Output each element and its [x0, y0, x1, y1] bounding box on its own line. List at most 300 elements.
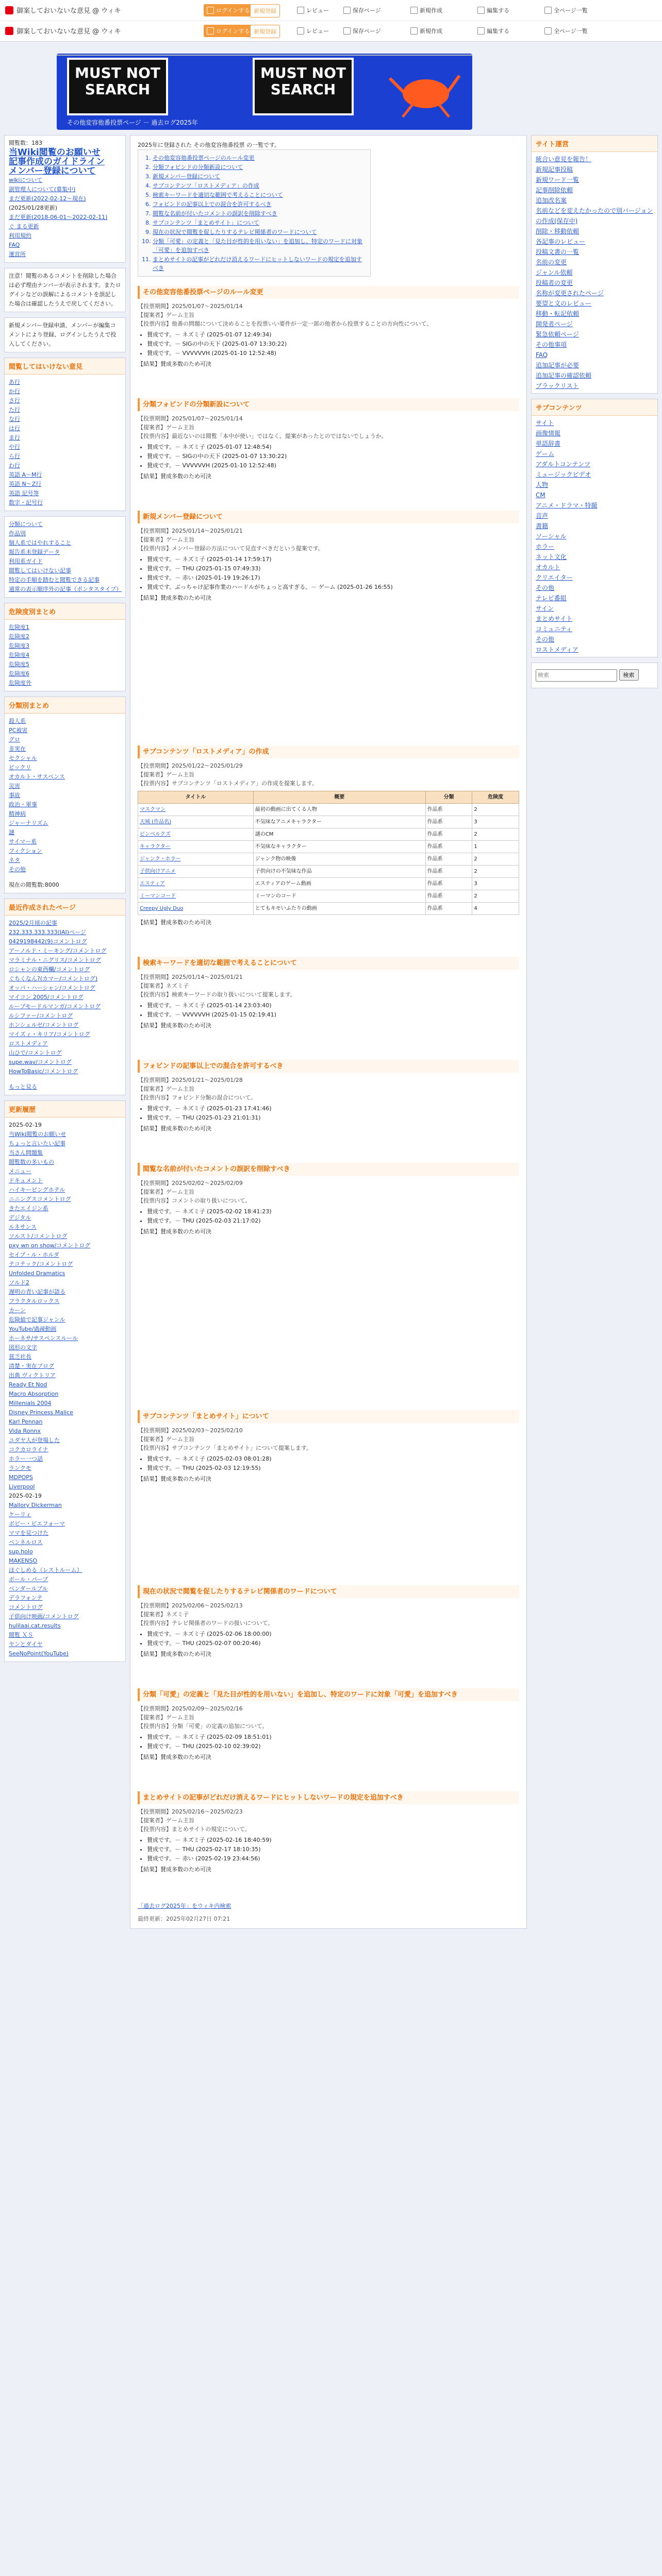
site-ops-item[interactable]: ブラックリスト	[536, 382, 579, 389]
review-button[interactable]: レビュー	[294, 4, 332, 16]
recent-item[interactable]: 232.333.333.333(IAI)ページ	[9, 929, 86, 936]
genre-item[interactable]: 災害	[9, 783, 20, 789]
section-spacer	[138, 927, 519, 947]
subcontent-item[interactable]: 人物	[536, 481, 549, 488]
toc-item[interactable]: 1. その他変容他番投票ページのルール変更	[153, 154, 365, 162]
recent-item[interactable]: マラミナル・ニグリス/コメントログ	[9, 957, 101, 963]
updated-item[interactable]: ドキュメント	[9, 1177, 43, 1184]
updated-item[interactable]: Macro Absorption	[9, 1391, 59, 1397]
updated-item[interactable]: ヤンとダイヤ	[9, 1641, 43, 1648]
updated-item[interactable]: ハイキーピングホテル	[9, 1187, 65, 1193]
recent-item[interactable]: アーノルド・ミーキング/コメントログ	[9, 947, 107, 954]
site-ops-item[interactable]: 記事削除依頼	[536, 187, 573, 194]
section-meta: 【投票内容】分類「可愛」の定義の追加について。	[138, 1723, 268, 1730]
updated-item[interactable]: 危険値で記事ジャンル	[9, 1316, 65, 1323]
updated-item[interactable]: フラクタルロックス	[9, 1298, 60, 1304]
index-nav-item[interactable]: た行	[9, 406, 20, 413]
vote-item: • 賛成です。－ ネズミ子 (2025-02-03 08:01:28)	[147, 1454, 519, 1463]
genre-item[interactable]: 精神病	[9, 810, 26, 817]
section-meta: 【投票期間】2025/01/07〜2025/01/14	[138, 415, 243, 422]
site-title[interactable]: 御案しておいないな意見 @ ウィキ	[5, 5, 121, 15]
index-nav-item[interactable]: は行	[9, 425, 20, 432]
updated-item[interactable]: 清楚・実在ブログ	[9, 1363, 54, 1369]
subcontent-item[interactable]: オカルト	[536, 564, 560, 571]
site-ops-item[interactable]: ジャンル依頼	[536, 269, 573, 276]
updated-item[interactable]: ソルスト/コメントログ	[9, 1233, 68, 1240]
site-ops-item[interactable]: 投稿者の変更	[536, 279, 573, 286]
section-result: 【結果】賛成多数のため可決	[138, 361, 211, 367]
subcontent-item[interactable]: その他	[536, 584, 555, 591]
subcontent-item[interactable]: サイン	[536, 605, 554, 612]
updated-item[interactable]: 閲覧 ＸＳ	[9, 1632, 34, 1638]
site-ops-item[interactable]: 統合い意見を報告！	[536, 156, 592, 163]
index-nav-item[interactable]: 英語 N〜Z行	[9, 481, 42, 487]
table-cell: 作品系	[425, 816, 472, 828]
subcontent-item[interactable]: サイト	[536, 419, 554, 427]
updated-item[interactable]: ルネサンス	[9, 1224, 37, 1230]
link-member-register[interactable]: メンバー登録について	[9, 166, 96, 176]
updated-item[interactable]: pxy wn on show/コメントログ	[9, 1242, 91, 1249]
danger-list	[5, 620, 125, 691]
left-sidebar	[4, 135, 126, 1667]
table-header: 概要	[253, 791, 425, 804]
toc-item[interactable]: 6. フォビンドの記事以上での混合を許可するべき	[153, 200, 365, 209]
genre-item[interactable]: その他	[9, 866, 26, 873]
category-item[interactable]: 特定の手順を踏むと閲覧できる記事	[9, 577, 100, 583]
toc-item[interactable]: 10. 分類「可愛」の定義と「見た目が性的を用いない」を追加し、特定のワードに対象「可愛」を追加すべき	[153, 237, 365, 255]
updated-item[interactable]: 遅明の青い記事が語る	[9, 1289, 65, 1295]
subcontent-item[interactable]: ソーシャル	[536, 533, 567, 540]
updated-item[interactable]: Vida Ronnx	[9, 1428, 41, 1434]
updated-date-2: 2025-02-19	[9, 1493, 42, 1499]
list-icon	[544, 27, 552, 35]
updated-item[interactable]: ランクモ	[9, 1465, 31, 1471]
genre-item[interactable]: ネタ	[9, 857, 20, 863]
link-sub-admin[interactable]: 副管理人について(募集中)	[9, 186, 76, 193]
section-meta: 【投票期間】2025/02/03〜2025/02/10	[138, 1427, 243, 1434]
table-cell: ミーマンのコード	[253, 890, 425, 903]
table-row	[138, 841, 519, 853]
link-old-update[interactable]: まだ更新(2018-06-01〜2022-02-11)	[9, 214, 108, 221]
recent-item[interactable]: ロストメディア	[9, 1040, 48, 1047]
site-ops-item[interactable]: 追加記事が必要	[536, 362, 580, 369]
toc-item[interactable]: 8. サブコンテンツ「まとめサイト」について	[153, 218, 365, 227]
section-spacer	[138, 1236, 519, 1401]
left-main-links	[4, 135, 126, 263]
updated-item[interactable]: MDPOPS	[9, 1474, 33, 1481]
updated-item[interactable]: セイブ・ル・ホルダ	[9, 1251, 59, 1258]
updated-item[interactable]: ニニングスコメントログ	[9, 1196, 71, 1202]
recent-item[interactable]: 0429198442(9)コメントログ	[9, 938, 87, 945]
updated-item[interactable]: ホーネサ/サスペンスルール	[9, 1335, 78, 1342]
section-result: 【結果】賛成多数のため可決	[138, 1125, 211, 1132]
table-cell[interactable]: エスティア	[138, 878, 254, 890]
site-ops-item[interactable]: FAQ	[536, 351, 548, 359]
updated-item[interactable]: 貧乏社長	[9, 1353, 31, 1360]
table-row	[138, 853, 519, 866]
index-nav-item[interactable]: な行	[9, 416, 20, 422]
saved-page-button-2[interactable]: 保存ページ	[340, 25, 384, 37]
subcontent-item[interactable]: CM	[536, 492, 545, 499]
recent-item[interactable]: ループモードルマンガ/コメントログ	[9, 1003, 101, 1010]
updated-item[interactable]: ボール・パーブ	[9, 1576, 48, 1583]
updated-item[interactable]: 図形の文字	[9, 1344, 37, 1351]
site-ops-item[interactable]: 名前の変更	[536, 259, 567, 266]
category-item[interactable]: 個人系ではやれすること	[9, 539, 71, 546]
updated-date: 2025-02-19	[9, 1122, 42, 1128]
category-item[interactable]: 閲覧してはいけない記事	[9, 567, 71, 574]
table-cell: 2	[472, 866, 519, 878]
updated-item[interactable]: MAKENSO	[9, 1557, 38, 1564]
site-ops-item[interactable]: 名称が変更されたページ	[536, 290, 604, 297]
section-heading: 現在の状況で閲覧を促したりするテレビ関係者のワードについて	[138, 1585, 519, 1598]
table-cell[interactable]: 子供向けアニメ	[138, 866, 254, 878]
table-cell: とてもキモいふたりの動画	[253, 903, 425, 915]
table-row	[138, 866, 519, 878]
index-nav-item[interactable]: さ行	[9, 397, 20, 404]
index-nav-item[interactable]: わ行	[9, 462, 20, 469]
site-ops-item[interactable]: 削除・移動依頼	[536, 228, 580, 235]
search-in-wiki-link[interactable]: 「過去ログ2025年」をウィキ内検索	[138, 1903, 231, 1909]
link-guidelines[interactable]: 当Wiki閲覧のお願いせ	[9, 147, 101, 158]
edit-button[interactable]: 編集する	[474, 4, 512, 16]
link-maru-update[interactable]: ぐ まる更新	[9, 223, 39, 230]
index-nav-item[interactable]: ら行	[9, 453, 20, 460]
index-nav-item[interactable]: 英語 A〜M行	[9, 471, 42, 478]
category-item[interactable]: 報告系未登録データ	[9, 549, 60, 555]
section-spacer	[138, 1761, 519, 1782]
section-heading: 検索キーワードを適切な範囲で考えることについて	[138, 957, 519, 970]
table-cell[interactable]: マスクマン	[138, 804, 254, 816]
site-banner[interactable]	[57, 54, 472, 130]
subcontent-item[interactable]: 画像情報	[536, 430, 561, 437]
updated-item[interactable]: hulilaai.cat.results	[9, 1622, 61, 1629]
danger-item[interactable]: 危険度2	[9, 633, 29, 640]
updated-item[interactable]: メニュー	[9, 1168, 31, 1175]
vote-item: • 賛成です。－ THU (2025-01-23 21:01:31)	[147, 1113, 519, 1122]
updated-item[interactable]: 当Wiki閲覧のお願いせ	[9, 1131, 67, 1138]
subcontent-item[interactable]: コミュニティ	[536, 625, 572, 633]
danger-item[interactable]: 危険度6	[9, 670, 29, 677]
section-heading: サブコンテンツ「まとめサイト」について	[138, 1410, 519, 1423]
vote-list	[147, 1104, 519, 1122]
atwiki-logo-icon	[5, 6, 13, 14]
genre-item[interactable]: フィクション	[9, 848, 42, 854]
updated-item[interactable]: 閲覧数の多いもの	[9, 1159, 54, 1165]
updated-item[interactable]: ユダヤ人が登場した	[9, 1437, 60, 1444]
main-content	[130, 135, 527, 1929]
link-article-guide[interactable]: 記事作成のガイドライン	[9, 157, 105, 167]
subcontent-item[interactable]: クリエイター	[536, 574, 573, 581]
right-search	[531, 663, 658, 688]
genre-item[interactable]: PC被害	[9, 727, 28, 734]
top-bar	[0, 0, 662, 42]
recent-item[interactable]: マイコン 2005/コメントログ	[9, 994, 84, 1001]
crab-icon	[385, 63, 462, 120]
article-body	[130, 135, 527, 1929]
updated-item[interactable]: Mallory Dickerman	[9, 1502, 62, 1509]
subcontent-item[interactable]: 音声	[536, 512, 549, 519]
genre-item[interactable]: 謎	[9, 829, 14, 836]
site-ops-item[interactable]: 新規ワード一覧	[536, 176, 580, 183]
toc-item[interactable]: 3. 新規メンバー登録について	[153, 172, 365, 181]
all-pages-button[interactable]: 全ページ一覧	[541, 4, 591, 16]
index-nav-item[interactable]: 数字・記号行	[9, 499, 43, 506]
recent-item[interactable]: 2025/2月頃の記事	[9, 920, 57, 926]
danger-item[interactable]: 危険度1	[9, 624, 29, 631]
danger-item[interactable]: 危険度外	[9, 680, 31, 686]
updated-item[interactable]: Ready Et Nod	[9, 1381, 47, 1388]
category-item[interactable]: 利用系ガイド	[9, 558, 43, 565]
vote-item: • 賛成です。－ ネズミ子 (2025-01-07 12:48:54)	[147, 443, 519, 451]
section-meta: 【提案者】ゲーム主旨	[138, 771, 194, 778]
recent-item[interactable]: ルシファー/コメントログ	[9, 1012, 73, 1019]
updated-item[interactable]: ほぐしめる（レストルーム）	[9, 1567, 82, 1573]
review-icon	[297, 27, 304, 35]
subcontent-item[interactable]: 単語辞書	[536, 440, 561, 447]
search-button[interactable]: 検索	[619, 669, 639, 681]
updated-item[interactable]: SeeNoPoint(YouTube)	[9, 1650, 69, 1657]
review-button-2[interactable]: レビュー	[294, 25, 332, 37]
updated-item[interactable]: 出典 ヴィクトリア	[9, 1372, 56, 1379]
updated-item[interactable]: ソルド2	[9, 1279, 29, 1286]
table-cell: 2	[472, 804, 519, 816]
updated-item[interactable]: コクカロライナ	[9, 1446, 48, 1453]
vote-item: • 賛成です。－ ネズミ子 (2025-01-14 23:03:40)	[147, 1001, 519, 1010]
section-heading: 閲覧な名前が付いたコメントの誤訳を削除すべき	[138, 1163, 519, 1176]
vote-item: • 賛成です。－ ネズミ子 (2025-02-02 18:41:23)	[147, 1207, 519, 1216]
updated-item[interactable]: ボビー・ピエフォーマ	[9, 1520, 65, 1527]
recent-item[interactable]: ロシャンの東西欄/コメントログ	[9, 966, 90, 973]
vote-item: • 賛成です。－ THU (2025-02-10 02:39:02)	[147, 1742, 519, 1751]
updated-item[interactable]: カーン	[9, 1307, 26, 1314]
subcontent-item[interactable]: ゲーム	[536, 450, 555, 457]
section-result: 【結果】賛成多数のため可決	[138, 919, 211, 926]
site-title-2[interactable]: 御案しておいないな意見 @ ウィキ	[5, 26, 121, 36]
table-cell: 3	[472, 878, 519, 890]
vote-list	[147, 1001, 519, 1019]
index-nav-item[interactable]: ま行	[9, 434, 20, 441]
table-cell: 作品系	[425, 841, 472, 853]
left-updated	[4, 1100, 126, 1662]
updated-item[interactable]: ちょっと言いたい記事	[9, 1140, 65, 1147]
genre-item[interactable]: オカルト・サスペンス	[9, 773, 65, 780]
must-not-search-sign-2: MUST NOT SEARCH	[253, 58, 354, 115]
toc-item[interactable]: 11. まとめサイトの記事がどれだけ消えるワードにヒットしないワードの規定を追加すべき	[153, 255, 365, 273]
table-cell[interactable]: Creepy Ugly Duo	[138, 903, 254, 915]
updated-item[interactable]: きたエイジン系	[9, 1205, 48, 1212]
index-nav-item[interactable]: か行	[9, 388, 20, 395]
table-cell[interactable]: ジャンク・ホラー	[138, 853, 254, 866]
table-cell: 作品系	[425, 828, 472, 841]
vote-list	[147, 555, 519, 591]
table-cell: エスティアのゲーム動画	[253, 878, 425, 890]
right-site-ops	[531, 135, 658, 394]
toc-item[interactable]: 9. 現在の状況で閲覧を促したりするテレビ関係者のワードについて	[153, 228, 365, 236]
site-ops-item[interactable]: 緊急依頼ページ	[536, 331, 579, 338]
updated-item[interactable]: デジタル	[9, 1214, 31, 1221]
table-cell: 子供向けの不気味な作品	[253, 866, 425, 878]
index-nav-item[interactable]: や行	[9, 444, 20, 450]
section-meta: 【投票内容】サブコンテンツ「ロストメディア」の作成を提案します。	[138, 780, 318, 787]
register-button-2[interactable]: 新規登録	[250, 25, 280, 38]
section-spacer	[138, 368, 519, 389]
table-header: 危険度	[472, 791, 519, 804]
genre-item[interactable]: 事故	[9, 792, 20, 799]
vote-item: • 賛成です。－ ネズミ子 (2025-02-06 18:00:00)	[147, 1630, 519, 1638]
subcontent-item[interactable]: ホラー	[536, 543, 555, 550]
site-ops-list	[532, 152, 657, 393]
site-ops-item[interactable]: 追加記事の確認依頼	[536, 372, 592, 379]
section-meta: 【投票内容】まとめサイトの規定について。	[138, 1826, 251, 1833]
section-spacer	[138, 1133, 519, 1154]
updated-item[interactable]: Disney Princess Malice	[9, 1409, 73, 1416]
more-link[interactable]: もっと見る	[9, 1083, 37, 1090]
subcontent-item[interactable]: その他	[536, 636, 555, 643]
toc-item[interactable]: 4. サブコンテンツ「ロストメディア」の作成	[153, 181, 365, 190]
right-sidebar	[531, 135, 658, 693]
section-meta: 【投票内容】サブコンテンツ「まとめサイト」について提案します。	[138, 1445, 312, 1451]
link-update[interactable]: まだ更新(2022-02-12〜現在)	[9, 195, 86, 202]
genre-item[interactable]: 非実在	[9, 745, 26, 752]
updated-item[interactable]: 当さん問題集	[9, 1149, 43, 1156]
all-pages-button-2[interactable]: 全ページ一覧	[541, 25, 591, 37]
danger-item[interactable]: 危険度4	[9, 652, 29, 658]
updated-item[interactable]: Karl Pennan	[9, 1418, 43, 1425]
subcontent-item[interactable]: アダルトコンテンツ	[536, 461, 591, 468]
section-meta: 【投票期間】2025/01/14〜2025/01/21	[138, 974, 243, 980]
recent-item[interactable]: HowToBasic/コメントログ	[9, 1068, 78, 1075]
subcontent-item[interactable]: テレビ番組	[536, 595, 567, 602]
index-nav-item[interactable]: あ行	[9, 379, 20, 385]
danger-title: 危険度別まとめ	[5, 603, 125, 620]
section-spacer	[138, 481, 519, 501]
updated-item[interactable]: テコテック/コメントログ	[9, 1261, 73, 1267]
table-header: 分類	[425, 791, 472, 804]
genre-item[interactable]: 殺人系	[9, 718, 26, 724]
table-cell[interactable]: 天城 (作品名)	[138, 816, 254, 828]
updated-list	[9, 1130, 121, 1492]
site-ops-item[interactable]: 各記事のレビュー	[536, 238, 586, 245]
new-page-button-2[interactable]: 新規作成	[407, 25, 445, 37]
site-ops-item[interactable]: その他事項	[536, 341, 567, 348]
link-terms[interactable]: 利用規約	[9, 232, 31, 239]
genre-item[interactable]: 政治・軍事	[9, 801, 37, 808]
updated-item[interactable]: デラフォンテ	[9, 1595, 43, 1601]
plus-icon	[410, 27, 418, 35]
genre-item[interactable]: ジャーナリズム	[9, 820, 48, 826]
updated-item[interactable]: コメントログ	[9, 1604, 43, 1611]
new-page-button[interactable]: 新規作成	[407, 4, 445, 16]
genre-item[interactable]: グロ	[9, 736, 20, 743]
subcontent-item[interactable]: ミュージックビデオ	[536, 471, 591, 478]
table-cell: 不気味なキャラクター	[253, 841, 425, 853]
vote-item: • 賛成です。－ 赤い (2025-02-19 23:44:56)	[147, 1854, 519, 1863]
index-nav-item[interactable]: 英語 記号等	[9, 490, 39, 497]
updated-item[interactable]: Millenials 2004	[9, 1400, 52, 1406]
site-ops-item[interactable]: 移動・転記依頼	[536, 310, 580, 317]
table-cell[interactable]: キャラクター	[138, 841, 254, 853]
atwiki-logo-icon	[5, 27, 13, 35]
category-item[interactable]: 分類について	[9, 521, 43, 528]
danger-item[interactable]: 危険度5	[9, 661, 29, 668]
updated-item[interactable]: 子供向け映画/コメントログ	[9, 1613, 79, 1620]
section-heading: 分類「可愛」の定義と「見た目が性的を用いない」を追加し、特定のワードに対象「可愛」を追加すべき	[138, 1688, 519, 1701]
link-office[interactable]: 運営所	[9, 251, 26, 258]
subcontent-item[interactable]: アニメ・ドラマ・特撮	[536, 502, 598, 509]
recent-item[interactable]: オッパ・ハーシャン/コメントログ	[9, 985, 95, 991]
section-heading: その他変容他番投票ページのルール変更	[138, 286, 519, 299]
toc-item[interactable]: 5. 検索キーワードを適切な範囲で考えることについて	[153, 191, 365, 199]
edit-button-2[interactable]: 編集する	[474, 25, 512, 37]
subcontent-item[interactable]: ロストメディア	[536, 646, 578, 653]
site-ops-item[interactable]: 要望と文のレビュー	[536, 300, 592, 307]
link-about-wiki[interactable]: wikiについて	[9, 177, 43, 183]
saved-page-button[interactable]: 保存ページ	[340, 4, 384, 16]
updated-item[interactable]: ホラー一つ話	[9, 1455, 43, 1462]
site-ops-item[interactable]: 投稿文書の一覧	[536, 248, 580, 256]
register-button[interactable]: 新規登録	[250, 4, 280, 18]
table-cell[interactable]: ミーマンコード	[138, 890, 254, 903]
table-cell: 2	[472, 828, 519, 841]
section-result: 【結果】賛成多数のため可決	[138, 1754, 211, 1760]
subcontent-item[interactable]: 書籍	[536, 522, 549, 530]
updated-item[interactable]: ペンネルロス	[9, 1539, 43, 1546]
plus-icon	[410, 7, 418, 14]
genre-item[interactable]: セクシャル	[9, 755, 37, 761]
updated-item[interactable]: ママを見つけた	[9, 1530, 48, 1536]
search-input[interactable]	[536, 669, 617, 682]
recent-item[interactable]: ぐちくなん?(カマー/コメントログ)	[9, 975, 98, 982]
updated-item[interactable]: sup.holo	[9, 1548, 33, 1555]
updated-item[interactable]: ケーリィ	[9, 1511, 31, 1518]
genre-item[interactable]: ピックリ	[9, 764, 31, 771]
updated-item[interactable]: Unfolded Dramatics	[9, 1270, 65, 1277]
recent-item[interactable]: supe.wav/コメントログ	[9, 1059, 72, 1065]
table-cell: 不気味なアニメキャラクター	[253, 816, 425, 828]
toc-item[interactable]: 7. 閲覧な名前が付いたコメントの誤訳を削除すべき	[153, 209, 365, 218]
updated-item[interactable]: ペンダールブル	[9, 1585, 48, 1592]
updated-item[interactable]: YouTube/過疎動画	[9, 1326, 57, 1332]
section-spacer	[138, 1658, 519, 1679]
site-ops-item[interactable]: 追加改名案	[536, 197, 567, 204]
subcontent-item[interactable]: ネット文化	[536, 553, 567, 561]
site-ops-item[interactable]: 開発者ページ	[536, 320, 573, 328]
login-button[interactable]: ログインする	[204, 4, 253, 16]
recent-item[interactable]: ホンシェルゼ/コメントログ	[9, 1022, 79, 1028]
category-item[interactable]: 作品別	[9, 530, 26, 537]
genre-item[interactable]: サイマー系	[9, 838, 37, 845]
link-faq[interactable]: FAQ	[9, 242, 20, 248]
section-result: 【結果】賛成多数のため可決	[138, 1476, 211, 1482]
site-ops-item[interactable]: 名前などを変えたかったので別バージョンの作成(保存中)	[536, 207, 653, 225]
bookmark-icon	[343, 27, 351, 35]
danger-item[interactable]: 危険度3	[9, 642, 29, 649]
site-ops-item[interactable]: 新規記事投稿	[536, 166, 573, 173]
vote-item: • 賛成です。－ VVVVVVH (2025-01-10 12:52:48)	[147, 349, 519, 358]
category-item[interactable]: 通常の表示順序外の記事（ポンタスタイプ）	[9, 586, 122, 592]
must-not-search-sign: MUST NOT SEARCH	[67, 58, 168, 115]
toc-item[interactable]: 2. 分類フォビンドの分類新設について	[153, 163, 365, 172]
vote-list	[147, 443, 519, 470]
recent-item[interactable]: 山ひで/コメントログ	[9, 1049, 62, 1056]
login-button-2[interactable]: ログインする	[204, 25, 253, 37]
subcontent-item[interactable]: まとめサイト	[536, 615, 573, 622]
updated-item[interactable]: Liverpool	[9, 1483, 35, 1490]
table-cell[interactable]: ビンベルクズ	[138, 828, 254, 841]
table-cell: 4	[472, 903, 519, 915]
recent-item[interactable]: マイズィ・キリア/コメントログ	[9, 1031, 90, 1038]
